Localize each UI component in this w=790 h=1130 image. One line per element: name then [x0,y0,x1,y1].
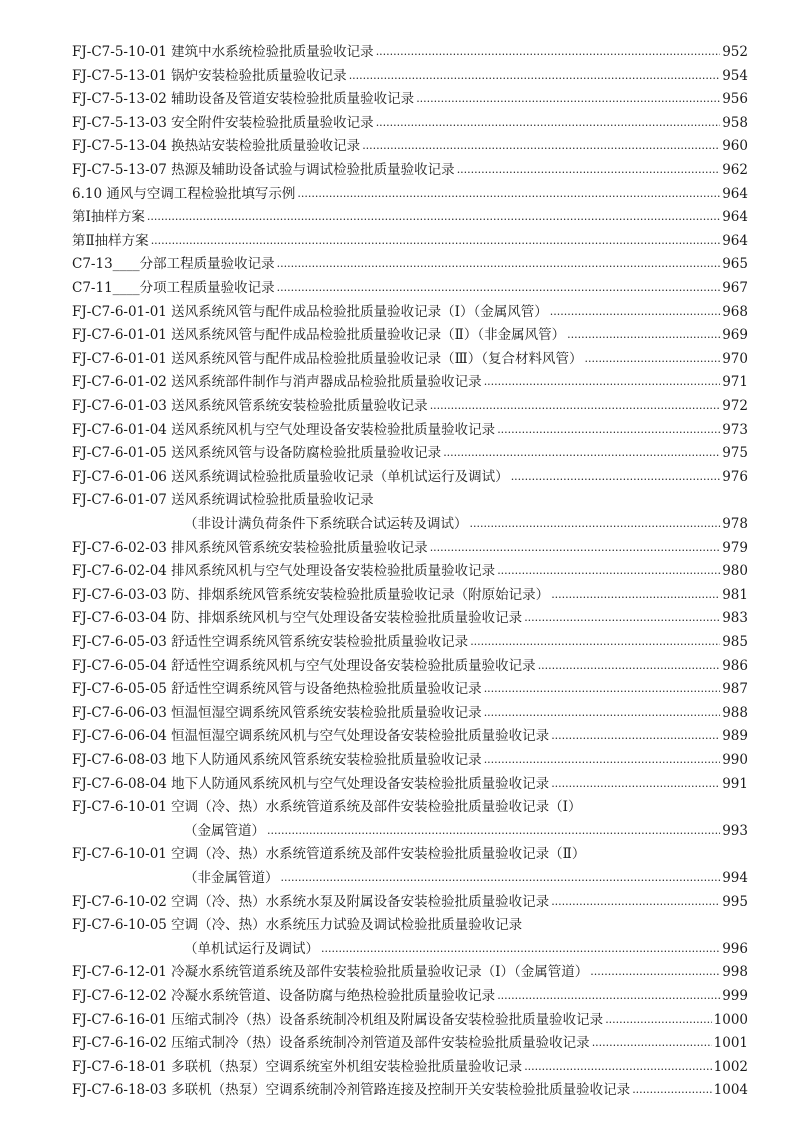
toc-entry-title: FJ-C7-6-01-02 送风系统部件制作与消声器成品检验批质量验收记录 [72,374,482,391]
toc-entry-title: FJ-C7-5-13-04 换热站安装检验批质量验收记录 [72,138,361,155]
toc-entry[interactable] [72,1053,748,1075]
dot-leader [484,706,721,718]
dot-leader [151,234,721,246]
toc-page-number: 991 [722,775,748,792]
toc-entry[interactable] [72,321,748,343]
toc-page-number: 1002 [713,1058,748,1075]
toc-page-number: 971 [722,374,748,391]
toc-entry[interactable] [72,911,748,933]
dot-leader [267,824,720,836]
dot-leader [430,399,721,411]
dot-leader [592,1036,712,1048]
toc-entry-title: FJ-C7-6-01-04 送风系统风机与空气处理设备安装检验批质量验收记录 [72,421,496,438]
toc-entry-title: FJ-C7-6-05-05 舒适性空调系统风管与设备绝热检验批质量验收记录 [72,681,482,698]
toc-entry[interactable] [72,38,748,60]
toc-entry[interactable] [72,534,748,556]
toc-entry-title: FJ-C7-6-16-01 压缩式制冷（热）设备系统制冷机组及附属设备安装检验批质量验收记录 [72,1011,604,1028]
dot-leader [551,729,720,741]
toc-entry-title: 第Ⅰ抽样方案 [72,209,145,226]
toc-page-number: 958 [722,114,748,131]
toc-page-number: 981 [722,586,748,603]
toc-entry[interactable] [184,510,748,532]
dot-leader [281,871,721,883]
toc-entry-title: 第Ⅱ抽样方案 [72,232,149,249]
dot-leader [470,635,720,647]
dot-leader [584,352,720,364]
toc-page-number: 970 [722,350,748,367]
dot-leader [416,92,720,104]
toc-entry[interactable] [72,652,748,674]
toc-entry-title: FJ-C7-6-18-01 多联机（热泵）空调系统室外机组安装检验批质量验收记录 [72,1058,523,1075]
toc-entry-title: FJ-C7-6-01-01 送风系统风管与配件成品检验批质量验收记录（Ⅰ）（金属风管） [72,303,548,320]
toc-page-number: 1004 [713,1082,748,1099]
toc-entry-title: FJ-C7-6-05-03 舒适性空调系统风管系统安装检验批质量验收记录 [72,634,469,650]
toc-page-number: 999 [722,988,748,1004]
toc-page-number: 990 [722,752,748,768]
toc-entry[interactable] [72,793,748,815]
toc-entry[interactable] [72,675,748,697]
toc-page-number: 962 [722,162,748,178]
dot-leader [551,895,720,907]
toc-page-number: 994 [722,870,748,886]
toc-entry-title: FJ-C7-6-08-04 地下人防通风系统风机与空气处理设备安装检验批质量验收记录 [72,775,550,792]
toc-entry[interactable] [72,722,748,744]
dot-leader [277,257,721,269]
toc-page-number: 980 [722,563,748,580]
toc-entry[interactable] [72,368,748,390]
toc-entry[interactable] [72,840,748,862]
toc-entry-title: C7-13____分部工程质量验收记录 [72,256,275,273]
toc-page-number: 969 [722,327,748,344]
toc-page-number: 973 [722,421,748,438]
toc-entry[interactable] [72,180,748,202]
toc-entry-title: （非金属管道） [184,870,279,886]
dot-leader [567,328,720,340]
toc-entry-title: FJ-C7-6-18-03 多联机（热泵）空调系统制冷剂管路连接及控制开关安装检验批质量验收记录 [72,1082,631,1099]
toc-entry-title: FJ-C7-6-12-02 冷凝水系统管道、设备防腐与绝热检验批质量验收记录 [72,988,496,1004]
toc-entry-title: FJ-C7-5-13-03 安全附件安装检验批质量验收记录 [72,114,374,131]
toc-entry[interactable] [72,486,748,508]
toc-page-number: 954 [722,67,748,84]
toc-entry-title: FJ-C7-6-03-04 防、排烟系统风机与空气处理设备安装检验批质量验收记录 [72,610,523,627]
toc-entry-title: FJ-C7-6-01-06 送风系统调试检验批质量验收记录（单机试运行及调试） [72,468,509,485]
toc-entry-title: FJ-C7-6-03-03 防、排烟系统风管系统安装检验批质量验收记录（附原始记录） [72,586,550,603]
toc-entry[interactable] [72,1076,748,1098]
toc-entry-title: FJ-C7-6-02-03 排风系统风管系统安装检验批质量验收记录 [72,539,428,556]
toc-entry[interactable] [72,557,748,579]
dot-leader [376,116,721,128]
toc-entry[interactable] [72,604,748,626]
toc-entry[interactable] [72,345,748,367]
toc-entry[interactable] [72,250,748,272]
dot-leader [551,777,720,789]
toc-page-number: 978 [722,516,748,532]
toc-entry-title: FJ-C7-5-10-01 建筑中水系统检验批质量验收记录 [72,44,374,60]
dot-leader [430,541,721,553]
toc-entry[interactable] [72,746,748,768]
dot-leader [297,187,720,199]
toc-entry-title: （非设计满负荷条件下系统联合试运转及调试） [184,516,468,532]
toc-page-number: 956 [722,91,748,108]
toc-entry-title: FJ-C7-6-05-04 舒适性空调系统风机与空气处理设备安装检验批质量验收记录 [72,657,536,674]
dot-leader [362,139,720,151]
toc-page-number: 975 [722,445,748,462]
dot-leader [484,375,721,387]
toc-page-number: 979 [722,539,748,556]
toc-entry[interactable] [184,817,748,839]
dot-leader [511,470,721,482]
dot-leader [376,45,721,57]
toc-entry-title: FJ-C7-6-10-05 空调（冷、热）水系统压力试验及调试检验批质量验收记录 [72,917,523,934]
toc-entry-title: FJ-C7-6-01-03 送风系统风管系统安装检验批质量验收记录 [72,398,428,414]
toc-entry-title: FJ-C7-6-01-01 送风系统风管与配件成品检验批质量验收记录（Ⅲ）（复合材料风管） [72,350,583,367]
toc-entry[interactable] [72,1029,748,1051]
toc-entry[interactable] [72,109,748,131]
toc-page-number: 972 [722,398,748,414]
toc-page-number: 989 [722,728,748,745]
dot-leader [443,446,720,458]
toc-entry-title: FJ-C7-5-13-02 辅助设备及管道安装检验批质量验收记录 [72,91,415,108]
toc-entry[interactable] [72,439,748,461]
toc-page-number: 983 [722,610,748,627]
toc-entry-title: FJ-C7-6-01-05 送风系统风管与设备防腐检验批质量验收记录 [72,445,442,462]
toc-entry[interactable] [72,888,748,910]
toc-entry[interactable] [72,416,748,438]
dot-leader [551,588,720,600]
toc-entry-title: FJ-C7-6-01-07 送风系统调试检验批质量验收记录 [72,492,374,509]
toc-page-number: 987 [722,681,748,698]
toc-entry[interactable] [72,392,748,414]
toc-entry-title: FJ-C7-6-06-03 恒温恒湿空调系统风管系统安装检验批质量验收记录 [72,704,482,721]
toc-entry[interactable] [72,770,748,792]
dot-leader [484,753,721,765]
toc-entry-title: FJ-C7-6-10-01 空调（冷、热）水系统管道系统及部件安装检验批质量验收记录（Ⅰ） [72,799,582,816]
toc-entry-title: （金属管道） [184,822,265,839]
toc-entry[interactable] [72,581,748,603]
dot-leader [497,564,720,576]
toc-entry-title: FJ-C7-5-13-01 锅炉安装检验批质量验收记录 [72,67,347,84]
toc-page-number: 988 [722,704,748,721]
toc-entry[interactable] [184,864,748,886]
toc-entry-title: FJ-C7-6-10-01 空调（冷、热）水系统管道系统及部件安装检验批质量验收记录（Ⅱ） [72,846,586,863]
toc-page-number: 986 [722,657,748,674]
toc-page-number: 1000 [713,1011,748,1028]
dot-leader [524,1060,711,1072]
toc-entry-title: FJ-C7-6-10-02 空调（冷、热）水系统水泵及附属设备安装检验批质量验收记录 [72,893,550,910]
dot-leader [497,423,720,435]
toc-entry-title: FJ-C7-6-02-04 排风系统风机与空气处理设备安装检验批质量验收记录 [72,563,496,580]
toc-entry-title: （单机试运行及调试） [184,940,319,957]
toc-page-number: 952 [722,44,748,60]
toc-entry[interactable] [72,699,748,721]
toc-page-number: 964 [722,232,748,249]
toc-page-number: 998 [722,964,748,981]
dot-leader [605,1013,711,1025]
dot-leader [470,517,721,529]
toc-page-number: 968 [722,303,748,320]
toc-page-number: 993 [722,822,748,839]
toc-entry[interactable] [72,1006,748,1028]
dot-leader [457,163,721,175]
toc-entry-title: FJ-C7-6-06-04 恒温恒湿空调系统风机与空气处理设备安装检验批质量验收记录 [72,728,550,745]
dot-leader [349,69,721,81]
toc-entry-title: FJ-C7-6-16-02 压缩式制冷（热）设备系统制冷剂管道及部件安装检验批质量验收记录 [72,1035,590,1052]
toc-page-number: 996 [722,940,748,957]
dot-leader [147,210,720,222]
dot-leader [484,682,721,694]
toc-entry[interactable] [72,156,748,178]
dot-leader [277,281,721,293]
dot-leader [550,305,720,317]
toc-page-number: 967 [722,280,748,296]
toc-entry[interactable] [72,463,748,485]
dot-leader [321,942,720,954]
toc-entry-title: FJ-C7-6-01-01 送风系统风管与配件成品检验批质量验收记录（Ⅱ）（非金属风管） [72,327,566,344]
toc-entry-title: 6.10 通风与空调工程检验批填写示例 [72,185,296,202]
toc-entry[interactable] [72,132,748,154]
toc-entry[interactable] [72,298,748,320]
toc-page-number: 964 [722,185,748,202]
toc-page-number: 976 [722,468,748,485]
toc-entry-title: FJ-C7-5-13-07 热源及辅助设备试验与调试检验批质量验收记录 [72,162,455,178]
toc-entry[interactable] [72,227,748,249]
toc-entry[interactable] [184,935,748,957]
toc-page-number: 965 [722,256,748,273]
toc-entry[interactable] [72,203,748,225]
dot-leader [590,965,720,977]
toc-entry[interactable] [72,62,748,84]
toc-entry[interactable] [72,628,748,650]
toc-entry-title: FJ-C7-6-12-01 冷凝水系统管道系统及部件安装检验批质量验收记录（Ⅰ）（金属管道） [72,964,589,981]
dot-leader [524,611,720,623]
toc-entry[interactable] [72,85,748,107]
toc-page-number: 960 [722,138,748,155]
toc-entry[interactable] [72,274,748,296]
toc-page-number: 964 [722,209,748,226]
toc-page-number: 1001 [713,1035,748,1052]
dot-leader [538,659,721,671]
toc-entry[interactable] [72,958,748,980]
toc-entry[interactable] [72,982,748,1004]
toc-page-number: 985 [722,634,748,650]
toc-page-number: 995 [722,893,748,910]
dot-leader [497,989,720,1001]
toc-entry-title: FJ-C7-6-08-03 地下人防通风系统风管系统安装检验批质量验收记录 [72,752,482,768]
dot-leader [632,1083,711,1095]
toc-entry-title: C7-11____分项工程质量验收记录 [72,280,275,296]
